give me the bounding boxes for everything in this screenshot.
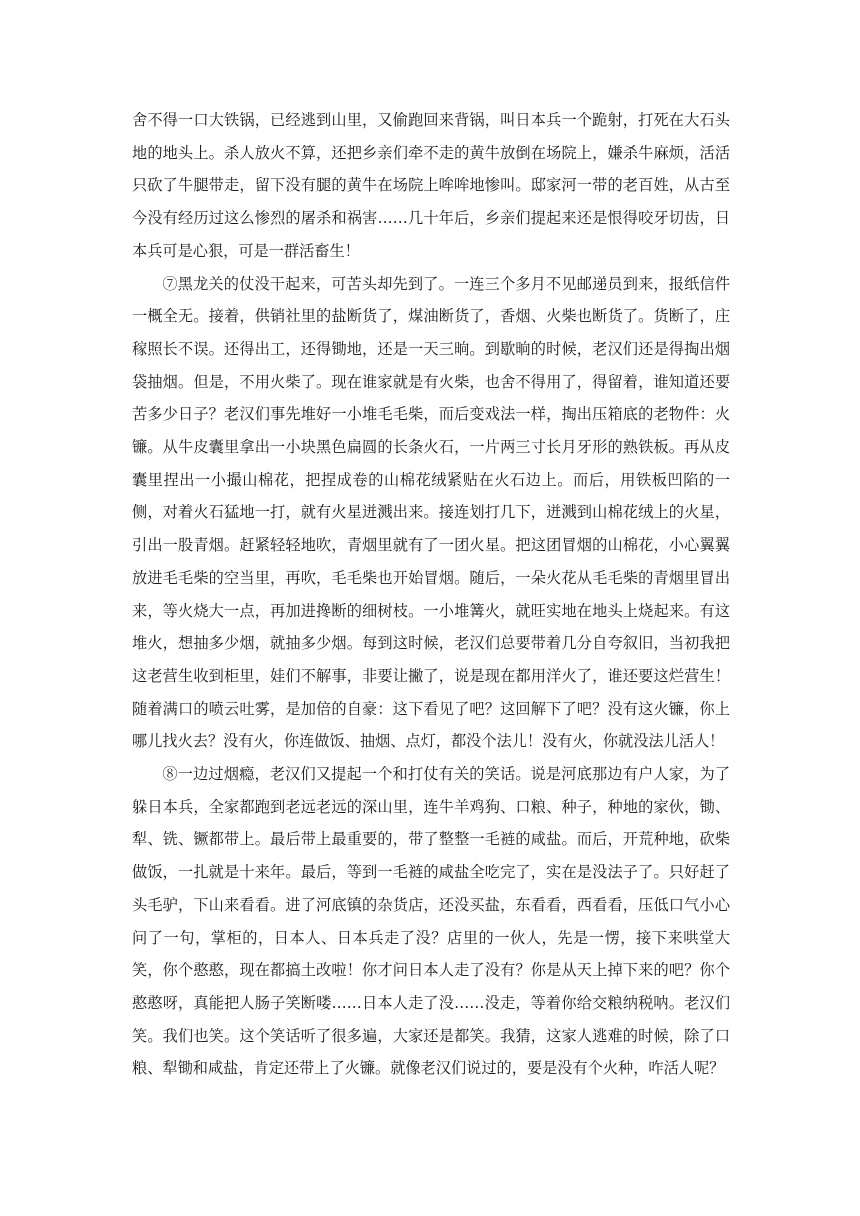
paragraph-continued: 舍不得一口大铁锅，已经逃到山里，又偷跑回来背锅，叫日本兵一个跪射，打死在大石头地的地头上。杀人放火不算，还把乡亲们牵不走的黄牛放倒在场院上，嫌杀牛麻烦，活活只砍了牛腿带走，留下没有腿的黄牛在场院上哞哞地惨叫。邸家河一带的老百姓，从古至今没有经历过这么惨烈的屠杀和祸害……几十年后，乡亲们提起来还是恨得咬牙切齿，日本兵可是心狠，可是一群活畜生！ [132,111,730,260]
paragraph-7: ⑦黑龙关的仗没干起来，可苦头却先到了。一连三个多月不见邮递员到来，报纸信件一概全无。接着，供销社里的盐断货了，煤油断货了，香烟、火柴也断货了。货断了，庄稼照长不误。还得出工，还得锄地，还是一天三晌。到歇晌的时候，老汉们还是得掏出烟袋抽烟。但是，不用火柴了。现在谁家就是有火柴，也舍不得用了，得留着，谁知道还要苦多少日子？老汉们事先堆好一小堆毛毛柴，而后变戏法一样，掏出压箱底的老物件：火镰。从牛皮囊里拿出一小块黑色扁圆的长条火石，一片两三寸长月牙形的熟铁板。再从皮囊里捏出一小撮山棉花，把捏成卷的山棉花绒紧贴在火石边上。而后，用铁板凹陷的一侧，对着火石猛地一打，就有火星迸溅出来。接连划打几下，迸溅到山棉花绒上的火星，引出一股青烟。赶紧轻轻地吹，青烟里就有了一团火星。把这团冒烟的山棉花，小心翼翼放进毛毛柴的空当里，再吹，毛毛柴也开始冒烟。随后，一朵火花从毛毛柴的青烟里冒出来，等火烧大一点，再加进搀断的细树枝。一小堆篝火，就旺实地在地头上烧起来。有这堆火，想抽多少烟，就抽多少烟。每到这时候，老汉们总要带着几分自夸叙旧，当初我把这老营生收到柜里，娃们不解事，非要让撇了，说是现在都用洋火了，谁还要这烂营生！随着满口的喷云吐雾，是加倍的自豪：这下看见了吧？这回解下了吧？没有这火镰，你上哪儿找火去？没有火，你连做饭、抽烟、点灯，都没个法儿！没有火，你就没法儿活人！ [132,274,730,751]
article-body [132,104,730,1085]
paragraph-8: ⑧一边过烟瘾，老汉们又提起一个和打仗有关的笑话。说是河底那边有户人家，为了躲日本兵，全家都跑到老远老远的深山里，连牛羊鸡狗、口粮、种子，种地的家伙，锄、犁、铣、镢都带上。最后带上最重要的，带了整整一毛裢的咸盐。而后，开荒种地，砍柴做饭，一扎就是十来年。最后，等到一毛裢的咸盐全吃完了，实在是没法子了。只好赶了头毛驴，下山来看看。进了河底镇的杂货店，还没买盐，东看看，西看看，压低口气小心问了一句，掌柜的，日本人、日本兵走了没？店里的一伙人，先是一愣，接下来哄堂大笑，你个憨憨，现在都搞土改啦！你才问日本人走了没有？你是从天上掉下来的吧？你个憨憨呀，真能把人肠子笑断喽……日本人走了没……没走，等着你给交粮纳税呐。老汉们笑。我们也笑。这个笑话听了很多遍，大家还是都笑。我猜，这家人逃难的时候，除了口粮、犁锄和咸盐，肯定还带上了火镰。就像老汉们说过的，要是没有个火种，咋活人呢？ [132,765,730,1078]
